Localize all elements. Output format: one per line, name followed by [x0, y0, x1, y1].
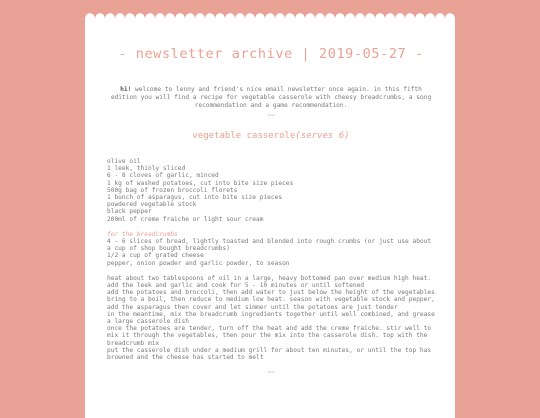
- ingredient-item: 1 leek, thinly sliced: [107, 165, 186, 173]
- method-step: heat about two tablespoons of oil in a large, heavy bottomed pan over medium high heat. add the leek and garlic and cook for 5 - 10 minutes or until softened: [107, 274, 432, 290]
- newsletter-paper: [85, 18, 455, 418]
- method-step: in the meantime, mix the breadcrumb ingredients together until well combined, and grease a large casserole dish: [107, 310, 435, 326]
- method-step: once the potatoes are tender, turn off the heat and add the creme fraiche. stir well to mix it through the vegetables, then pour the mix into the casserole dish. top with the breadcrumb mix: [107, 325, 432, 347]
- ingredient-item: 1 kg of washed potatoes, cut into bite size pieces: [107, 179, 294, 187]
- recipe-serves: (serves 6): [295, 131, 350, 141]
- breadcrumb-ingredient-item: 4 - 6 slices of bread, lightly toasted and blended into rough crumbs (or just use about a cup of shop bought breadcrumbs): [107, 238, 432, 253]
- breadcrumbs-heading: for the breadcrumbs: [107, 230, 178, 238]
- method-step: add the potatoes and broccoli, then add water to just below the height of the vegetables: [107, 289, 435, 297]
- ingredient-item: 200ml of creme fraiche or light sour cream: [107, 215, 264, 223]
- intro-greeting: hi!: [120, 86, 132, 93]
- ingredient-item: 1 bunch of asparagus, cut into bite size pieces: [107, 194, 283, 202]
- intro-paragraph: [107, 86, 435, 110]
- method-step: put the casserole dish under a medium grill for about ten minutes, or until the top has browned and the cheese has started to melt: [107, 346, 432, 362]
- intro-separator: ~~: [267, 112, 275, 119]
- breadcrumb-ingredient-item: 1/2 a cup of grated cheese: [107, 252, 204, 260]
- scalloped-edge: [85, 13, 455, 23]
- method-steps: [107, 275, 435, 361]
- ingredient-item: 6 - 8 cloves of garlic, minced: [107, 172, 219, 180]
- intro-text: welcome to lenny and friend's nice email newsletter once again. in this fifth edition you will find a recipe for vegetable casserole with cheesy breadcrumbs, a song recommendation and a game recommendation.: [110, 86, 432, 109]
- ingredient-item: powdered vegetable stock: [107, 201, 197, 209]
- ingredients-list: [107, 158, 435, 223]
- recipe-name: vegetable casserole: [192, 131, 296, 141]
- ingredient-item: 500g bag of frozen broccoli florets: [107, 186, 238, 194]
- breadcrumb-ingredient-item: pepper, onion powder and garlic powder, to season: [107, 259, 290, 267]
- recipe-title: [107, 131, 435, 141]
- ingredient-item: black pepper: [107, 208, 152, 216]
- ingredient-item: olive oil: [107, 158, 141, 165]
- page-title: - newsletter archive | 2019-05-27 -: [118, 46, 424, 62]
- breadcrumbs-list: [107, 238, 435, 267]
- end-separator: ~~: [267, 369, 275, 377]
- method-step: bring to a boil, then reduce to medium low heat. season with vegetable stock and pepper, add the asparagus then cover and let simmer until the potatoes are just tender: [107, 296, 435, 311]
